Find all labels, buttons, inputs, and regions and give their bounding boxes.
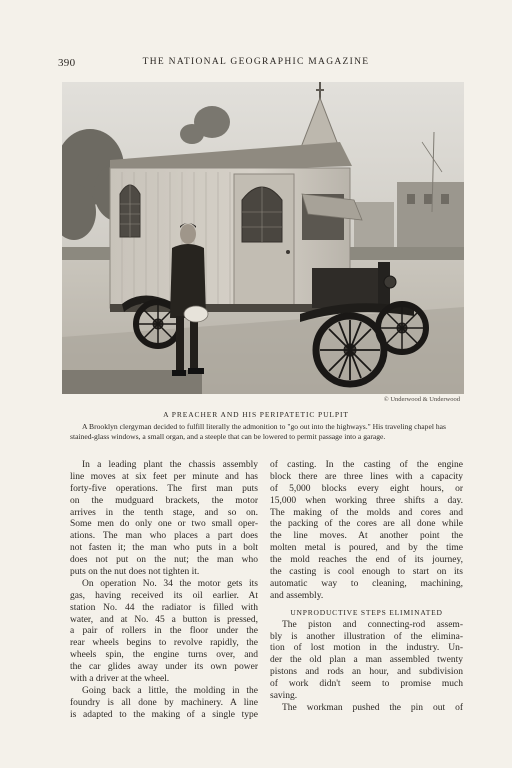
- text-line: line moves at six feet per minute and has: [70, 471, 258, 482]
- text-line: of 5,000 blocks every eight hours, or: [270, 483, 463, 494]
- text-line: rear wheels begins to revolve rapidly, the: [70, 638, 258, 649]
- text-line: the casting is cool enough to start on its: [270, 567, 463, 578]
- section-subheading: UNPRODUCTIVE STEPS ELIMINATED: [290, 607, 443, 617]
- text-line: In a leading plant the chassis assembly: [82, 460, 258, 470]
- text-line: station No. 44 the radiator is filled with: [70, 602, 258, 613]
- text-line: and assembly.: [270, 590, 324, 601]
- text-line: not fasten it; the man who puts in a bolt: [70, 543, 258, 554]
- text-line: does not put on the nut; the man who: [70, 555, 258, 566]
- chapel-car-photo: [62, 82, 464, 394]
- text-line: der the old plan a man assembled twenty: [270, 655, 463, 666]
- text-line: bly is another illustration of the elimina-: [270, 631, 463, 642]
- text-line: On operation No. 34 the motor gets its: [82, 578, 258, 589]
- text-line: molten metal is poured, and by the time: [270, 543, 463, 554]
- text-line: on the mudguard brackets, the motor: [70, 495, 258, 506]
- text-line: forty-five operations. The first man puts: [70, 483, 258, 494]
- text-line: of work didn't seem to promise much: [270, 679, 463, 690]
- text-line: the line moves. At another point the: [270, 531, 463, 542]
- caption-title: A PREACHER AND HIS PERIPATETIC PULPIT: [163, 410, 349, 419]
- page-number: 390: [58, 57, 76, 69]
- text-line: of casting. In the casting of the engine: [270, 460, 463, 470]
- text-line: a pair of rollers in the floor under the: [70, 626, 258, 637]
- text-line: puts on the nut does not tighten it.: [70, 567, 200, 578]
- text-line: the mold reaches the end of its journey,: [270, 555, 463, 566]
- text-line: automatic way to cleaning, machining,: [270, 578, 463, 589]
- text-line: ations. The man who places a part does: [70, 531, 258, 542]
- text-line: The piston and connecting-rod assem-: [282, 619, 463, 630]
- text-line: with a driver at the wheel.: [70, 674, 170, 685]
- text-line: Some men do only one or two small oper-: [70, 519, 258, 530]
- text-line: The making of the molds and cores and: [270, 507, 463, 518]
- caption-text: A Brooklyn clergyman decided to fulfill literally the admonition to "go out into the highways." His traveling chapel has stained-glass windows, a small organ, and a steeple that can be lowered to permit passage into a garage.: [70, 422, 446, 442]
- photograph: [62, 82, 464, 394]
- body-column-right: [270, 460, 463, 715]
- text-line: water, and at No. 45 a button is pressed,: [70, 614, 258, 625]
- text-line: arrives in the tenth stage, and so on.: [70, 507, 258, 518]
- text-line: saving.: [270, 691, 298, 702]
- running-title: THE NATIONAL GEOGRAPHIC MAGAZINE: [142, 57, 370, 67]
- text-line: the packing of the cores are all done while: [270, 519, 463, 530]
- text-line: foundry is all done by machinery. A line: [70, 697, 258, 708]
- photo-credit: © Underwood & Underwood: [383, 396, 460, 403]
- text-line: The workman pushed the pin out of: [282, 702, 463, 713]
- text-line: 15,000 when working three shifts a day.: [270, 495, 463, 506]
- text-line: pistons and rods an hour, and subdivision: [270, 667, 463, 678]
- text-line: wheels spin, the engine turns over, and: [70, 650, 258, 661]
- body-column-left: [70, 460, 258, 722]
- text-line: tion of lost motion in the industry. Un-: [270, 643, 463, 654]
- text-line: the car glides away under its own power: [70, 662, 258, 673]
- running-header: [58, 57, 454, 71]
- text-line: gas, having received its oil earlier. At: [70, 590, 258, 601]
- text-line: block there are three lines with a capacity: [270, 471, 463, 482]
- text-line: is adapted to the making of a single type: [70, 709, 258, 720]
- text-line: Going back a little, the molding in the: [82, 685, 258, 696]
